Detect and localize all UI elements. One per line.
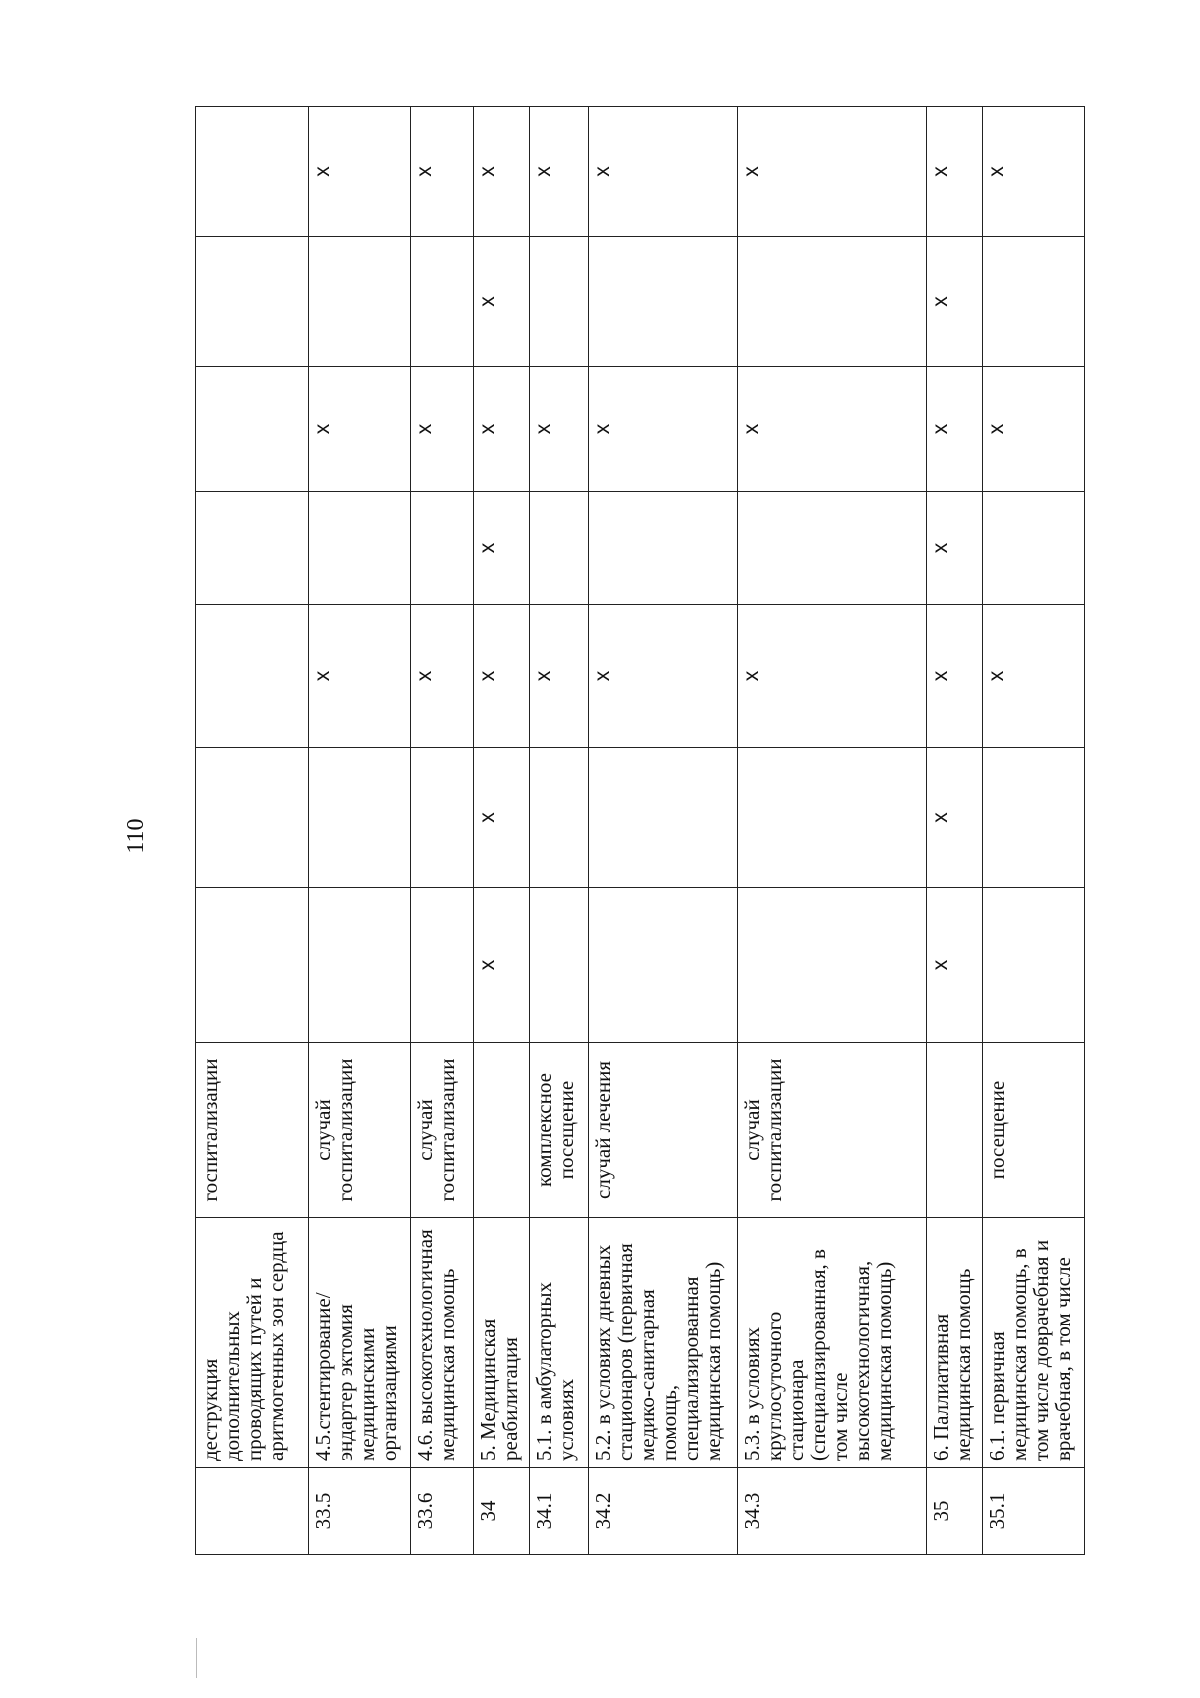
mark-cell	[982, 492, 1084, 605]
scan-edge-mark	[196, 1638, 197, 1678]
mark-cell	[738, 888, 926, 1043]
mark-cell: х	[473, 888, 529, 1043]
row-unit-cell: случай госпитализации	[411, 1043, 473, 1218]
table-row	[738, 107, 926, 1555]
mark-cell	[738, 748, 926, 888]
mark-cell: х	[411, 367, 473, 492]
mark-cell: х	[473, 748, 529, 888]
table-row	[411, 107, 473, 1555]
mark-cell: х	[309, 107, 411, 237]
mark-cell	[196, 492, 309, 605]
row-unit-cell	[926, 1043, 982, 1218]
mark-cell: х	[473, 492, 529, 605]
row-number-cell: 34.3	[738, 1468, 926, 1555]
mark-cell	[982, 888, 1084, 1043]
mark-cell	[588, 888, 738, 1043]
mark-cell: х	[926, 605, 982, 748]
mark-cell	[529, 748, 588, 888]
mark-cell	[309, 492, 411, 605]
mark-cell	[982, 748, 1084, 888]
mark-cell	[196, 888, 309, 1043]
mark-cell	[196, 748, 309, 888]
mark-cell	[196, 367, 309, 492]
mark-cell: х	[309, 367, 411, 492]
mark-cell: х	[411, 107, 473, 237]
mark-cell: х	[926, 748, 982, 888]
mark-cell	[411, 888, 473, 1043]
row-name-cell: 5. Медицинская реабилитация	[473, 1218, 529, 1468]
mark-cell	[309, 748, 411, 888]
row-name-cell: деструкция дополнительных проводящих путей и аритмогенных зон сердца	[196, 1218, 309, 1468]
row-name-cell: 6.1. первичная медицинская помощь, в том числе доврачебная и врачебная, в том числе	[982, 1218, 1084, 1468]
mark-cell	[738, 492, 926, 605]
row-number-cell: 33.5	[309, 1468, 411, 1555]
mark-cell: х	[738, 367, 926, 492]
mark-cell: х	[529, 367, 588, 492]
mark-cell: х	[738, 605, 926, 748]
row-name-cell: 6. Паллиативная медицинская помощь	[926, 1218, 982, 1468]
mark-cell	[529, 237, 588, 367]
mark-cell: х	[588, 367, 738, 492]
mark-cell	[588, 237, 738, 367]
mark-cell: х	[309, 605, 411, 748]
mark-cell	[588, 748, 738, 888]
row-number-cell: 34.2	[588, 1468, 738, 1555]
row-number-cell: 33.6	[411, 1468, 473, 1555]
mark-cell	[982, 237, 1084, 367]
mark-cell	[588, 492, 738, 605]
mark-cell: х	[926, 492, 982, 605]
table-row	[926, 107, 982, 1555]
mark-cell	[411, 492, 473, 605]
row-number-cell: 35	[926, 1468, 982, 1555]
mark-cell	[309, 888, 411, 1043]
row-unit-cell: госпитализации	[196, 1043, 309, 1218]
mark-cell: х	[926, 107, 982, 237]
row-name-cell: 4.6. высокотехнологичная медицинская помощь	[411, 1218, 473, 1468]
mark-cell: х	[982, 367, 1084, 492]
mark-cell	[738, 237, 926, 367]
page-number: 110	[123, 818, 149, 854]
mark-cell: х	[926, 888, 982, 1043]
mark-cell: х	[529, 107, 588, 237]
rotated-table-wrapper	[195, 107, 1085, 1555]
row-unit-cell: комплексное посещение	[529, 1043, 588, 1218]
mark-cell: х	[738, 107, 926, 237]
row-unit-cell: случай госпитализации	[309, 1043, 411, 1218]
mark-cell	[196, 237, 309, 367]
row-name-cell: 4.5.стентирование/эндартер эктомия медицинскими организациями	[309, 1218, 411, 1468]
row-number-cell: 34.1	[529, 1468, 588, 1555]
row-unit-cell: посещение	[982, 1043, 1084, 1218]
mark-cell: х	[529, 605, 588, 748]
row-name-cell: 5.1. в амбулаторных условиях	[529, 1218, 588, 1468]
row-unit-cell: случай лечения	[588, 1043, 738, 1218]
mark-cell	[196, 107, 309, 237]
row-unit-cell: случай госпитализации	[738, 1043, 926, 1218]
mark-cell: х	[411, 605, 473, 748]
row-name-cell: 5.2. в условиях дневных стационаров (первичная медико-санитарная помощь, специализированная медицинская помощь)	[588, 1218, 738, 1468]
mark-cell: х	[982, 605, 1084, 748]
mark-cell: х	[473, 107, 529, 237]
table-row	[196, 107, 309, 1555]
row-number-cell: 35.1	[982, 1468, 1084, 1555]
mark-cell	[529, 492, 588, 605]
row-name-cell: 5.3. в условиях круглосуточного стационара (специализированная, в том числе высокотехнологичная, медицинская помощь)	[738, 1218, 926, 1468]
mark-cell: х	[473, 237, 529, 367]
mark-cell	[411, 748, 473, 888]
mark-cell: х	[473, 367, 529, 492]
mark-cell: х	[926, 237, 982, 367]
table-body	[196, 107, 1085, 1555]
row-number-cell	[196, 1468, 309, 1555]
row-unit-cell	[473, 1043, 529, 1218]
mark-cell	[196, 605, 309, 748]
mark-cell: х	[982, 107, 1084, 237]
mark-cell: х	[473, 605, 529, 748]
mark-cell: х	[588, 107, 738, 237]
data-table	[195, 106, 1085, 1555]
table-row	[982, 107, 1084, 1555]
mark-cell	[411, 237, 473, 367]
table-row	[529, 107, 588, 1555]
mark-cell: х	[926, 367, 982, 492]
row-number-cell: 34	[473, 1468, 529, 1555]
table-row	[473, 107, 529, 1555]
mark-cell	[309, 237, 411, 367]
mark-cell	[529, 888, 588, 1043]
mark-cell: х	[588, 605, 738, 748]
table-row	[588, 107, 738, 1555]
table-row	[309, 107, 411, 1555]
